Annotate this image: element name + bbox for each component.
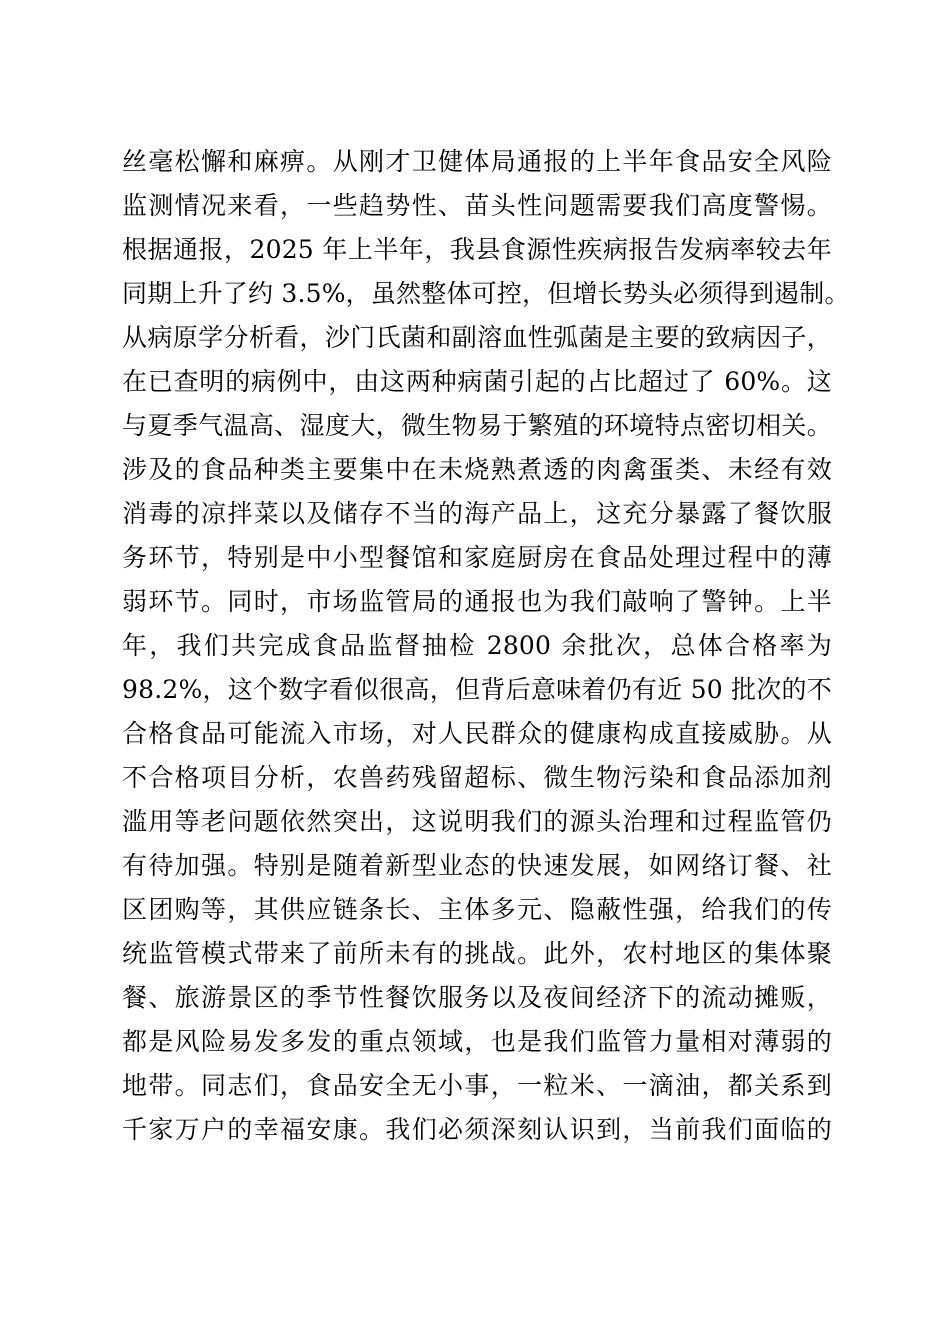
text-line: 不合格项目分析，农兽药残留超标、微生物污染和食品添加剂 (122, 763, 832, 792)
text-line: 区团购等，其供应链条长、主体多元、隐蔽性强，给我们的传 (122, 895, 832, 924)
text-line: 同期上升了约 3.5%，虽然整体可控，但增长势头必须得到遏制。 (122, 279, 850, 308)
text-line: 从病原学分析看，沙门氏菌和副溶血性弧菌是主要的致病因子， (122, 323, 832, 352)
text-line: 有待加强。特别是随着新型业态的快速发展，如网络订餐、社 (122, 851, 832, 880)
body-text (122, 140, 850, 1152)
text-line: 弱环节。同时，市场监管局的通报也为我们敲响了警钟。上半 (122, 587, 832, 616)
text-line: 在已查明的病例中，由这两种病菌引起的占比超过了 60%。这 (122, 367, 832, 396)
text-line: 丝毫松懈和麻痹。从刚才卫健体局通报的上半年食品安全风险 (122, 147, 832, 176)
text-line: 根据通报，2025 年上半年，我县食源性疾病报告发病率较去年 (122, 235, 832, 264)
text-line: 务环节，特别是中小型餐馆和家庭厨房在食品处理过程中的薄 (122, 543, 832, 572)
text-line: 监测情况来看，一些趋势性、苗头性问题需要我们高度警惕。 (122, 191, 832, 220)
text-line: 餐、旅游景区的季节性餐饮服务以及夜间经济下的流动摊贩， (122, 983, 832, 1012)
text-line: 98.2%，这个数字看似很高，但背后意味着仍有近 50 批次的不 (122, 675, 832, 704)
text-line: 滥用等老问题依然突出，这说明我们的源头治理和过程监管仍 (122, 807, 832, 836)
text-line: 合格食品可能流入市场，对人民群众的健康构成直接威胁。从 (122, 719, 832, 748)
text-line: 统监管模式带来了前所未有的挑战。此外，农村地区的集体聚 (122, 939, 832, 968)
text-line: 消毒的凉拌菜以及储存不当的海产品上，这充分暴露了餐饮服 (122, 499, 832, 528)
text-line: 都是风险易发多发的重点领域，也是我们监管力量相对薄弱的 (122, 1027, 832, 1056)
text-line: 千家万户的幸福安康。我们必须深刻认识到，当前我们面临的 (122, 1115, 832, 1144)
text-line: 地带。同志们，食品安全无小事，一粒米、一滴油，都关系到 (122, 1071, 832, 1100)
text-line: 年，我们共完成食品监督抽检 2800 余批次，总体合格率为 (122, 631, 832, 660)
text-line: 涉及的食品种类主要集中在未烧熟煮透的肉禽蛋类、未经有效 (122, 455, 832, 484)
text-line: 与夏季气温高、湿度大，微生物易于繁殖的环境特点密切相关。 (122, 411, 832, 440)
